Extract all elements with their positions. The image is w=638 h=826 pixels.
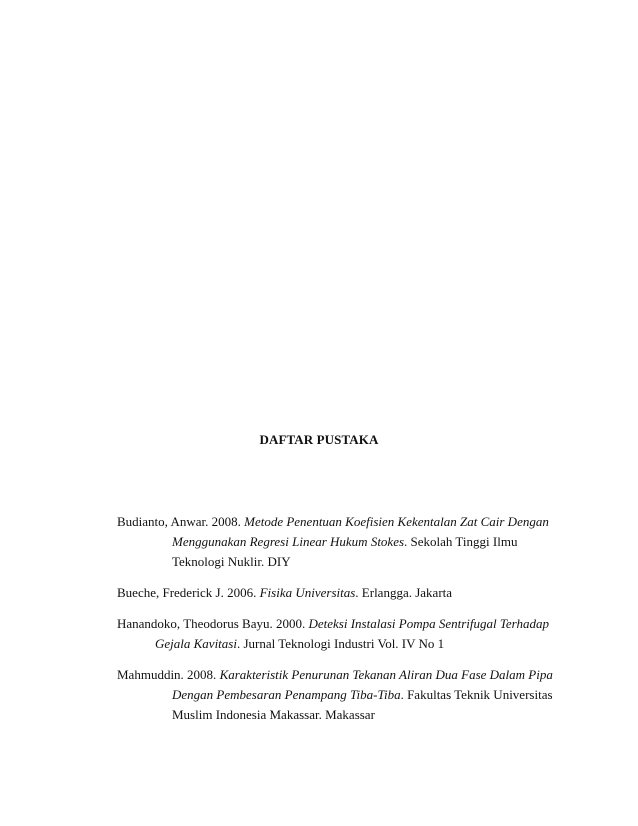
reference-text: Muslim Indonesia Makassar. Makassar [172, 707, 375, 722]
reference-text: . Sekolah Tinggi Ilmu [404, 534, 518, 549]
reference-line [117, 532, 552, 552]
reference-line [117, 705, 552, 725]
reference-text: . Fakultas Teknik Universitas [400, 687, 553, 702]
reference-line [117, 614, 552, 634]
reference-title-text: Deteksi Instalasi Pompa Sentrifugal Terhadap [308, 616, 549, 631]
reference-text: Mahmuddin. 2008. [117, 667, 220, 682]
reference-title-text: Menggunakan Regresi Linear Hukum Stokes [172, 534, 405, 549]
reference-text: Bueche, Frederick J. 2006. [117, 585, 260, 600]
reference-line [117, 685, 552, 705]
page-title: DAFTAR PUSTAKA [259, 432, 379, 447]
reference-entry [117, 665, 552, 725]
reference-text: Teknologi Nuklir. DIY [172, 554, 291, 569]
reference-entry [117, 614, 552, 654]
reference-text: . Erlangga. Jakarta [355, 585, 453, 600]
reference-title-text: Fisika Universitas [259, 585, 356, 600]
reference-title-text: Karakteristik Penurunan Tekanan Aliran Dua Fase Dalam Pipa [219, 667, 553, 682]
reference-text: Hanandoko, Theodorus Bayu. 2000. [117, 616, 309, 631]
reference-list [117, 512, 552, 736]
reference-entry [117, 512, 552, 572]
reference-line [117, 665, 552, 685]
reference-line [117, 552, 552, 572]
reference-line [117, 512, 552, 532]
reference-line [117, 634, 552, 654]
reference-text: . Jurnal Teknologi Industri Vol. IV No 1 [236, 636, 445, 651]
reference-title-text: Gejala Kavitasi [155, 636, 237, 651]
reference-line [117, 583, 552, 603]
reference-title-text: Metode Penentuan Koefisien Kekentalan Zat Cair Dengan [244, 514, 549, 529]
reference-title-text: Dengan Pembesaran Penampang Tiba-Tiba [172, 687, 401, 702]
reference-entry [117, 583, 552, 603]
reference-text: Budianto, Anwar. 2008. [117, 514, 245, 529]
